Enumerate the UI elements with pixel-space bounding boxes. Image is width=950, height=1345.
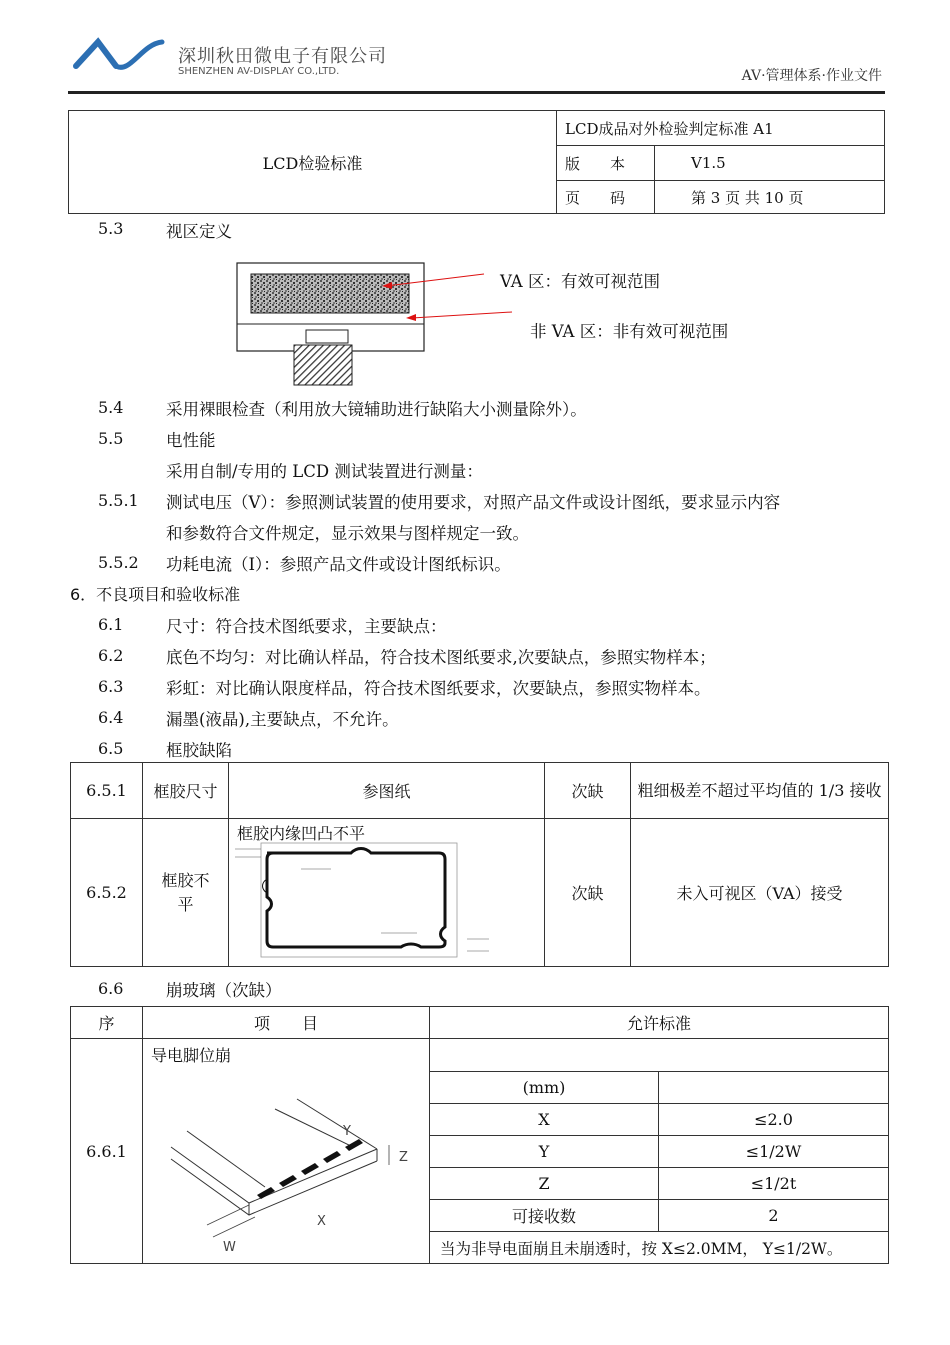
version-value: V1.5 [655,146,885,181]
section-text: 测试电压（V）：参照测试装置的使用要求，对照产品文件或设计图纸，要求显示内容 [166,493,781,512]
spec-value: 2 [659,1200,889,1232]
row-item: 框胶不平 [143,819,229,967]
section-text: 漏墨(液晶),主要缺点，不允许。 [166,710,399,729]
chapter-title: 6．不良项目和验收标准 [70,585,241,604]
doc-title: LCD检验标准 [69,111,557,214]
company-name-cn: 深圳秋田微电子有限公司 [178,46,387,67]
section-num: 6.3 [98,677,124,696]
table-row [71,763,889,819]
unit-cell: (mm) [430,1072,659,1104]
table-header-row [71,1007,889,1039]
spec-key: 可接收数 [430,1200,659,1232]
standard-name: LCD成品对外检验判定标准 A1 [557,111,885,146]
section-num: 5.4 [98,398,124,417]
doc-category: AV·管理体系·作业文件 [741,68,882,84]
row-criteria: 粗细极差不超过平均值的 1/3 接收 [631,763,889,819]
section-title: 崩玻璃（次缺） [166,981,282,1000]
section-text: 底色不均匀：对比确认样品，符合技术图纸要求,次要缺点，参照实物样本； [166,648,716,667]
section-num: 6.2 [98,646,124,665]
page-label: 页 码 [557,181,655,214]
spec-key: Z [430,1168,659,1200]
section-num: 5.3 [98,219,124,238]
page-value: 第 3 页 共 10 页 [655,181,885,214]
spec-key: X [430,1104,659,1136]
section-text: 彩虹：对比确认限度样品，符合技术图纸要求，次要缺点，参照实物样本。 [166,679,711,698]
company-logo [72,36,172,80]
non-va-label: 非 VA 区：非有效可视范围 [530,322,729,341]
section-title: 框胶缺陷 [166,741,232,760]
section-num: 5.5.2 [98,553,139,572]
version-label: 版 本 [557,146,655,181]
row-criteria: 未入可视区（VA）接受 [631,819,889,967]
note-cell: 当为非导电面崩且未崩透时，按 X≤2.0MM， Y≤1/2W。 [430,1232,889,1264]
company-name-en: SHENZHEN AV-DISPLAY CO.,LTD. [178,66,340,77]
svg-text:X: X [317,1214,326,1229]
row-no: 6.6.1 [71,1039,143,1264]
chip-diagram [167,1075,417,1255]
row-level: 次缺 [545,819,631,967]
section-num: 6.5 [98,739,124,758]
chip-diagram-cell [143,1039,430,1264]
section-text: 和参数符合文件规定，显示效果与图样规定一致。 [166,524,529,543]
section-title: 电性能 [166,431,216,450]
section-num: 5.5 [98,429,124,448]
svg-text:Z: Z [399,1150,408,1165]
header-item: 项 目 [143,1007,430,1039]
title-block [68,110,885,214]
spec-value: ≤1/2W [659,1136,889,1168]
row-item: 框胶尺寸 [143,763,229,819]
section-text: 采用自制/专用的 LCD 测试装置进行测量： [166,462,483,481]
diagram-caption: 框胶内缘凹凸不平 [237,824,366,843]
section-text: 功耗电流（I）：参照产品文件或设计图纸标识。 [166,555,511,574]
svg-text:W: W [223,1240,236,1255]
row-ref: 参图纸 [229,763,545,819]
row-no: 6.5.2 [71,819,143,967]
header-no: 序 [71,1007,143,1039]
section-title: 视区定义 [166,222,232,241]
section-num: 6.1 [98,615,124,634]
section-num: 6.4 [98,708,124,727]
va-label: VA 区：有效可视范围 [500,272,660,291]
glass-chip-table [70,1006,889,1264]
spec-value: ≤2.0 [659,1104,889,1136]
blank-cell [430,1039,889,1072]
header-std: 允许标准 [430,1007,889,1039]
svg-text:Y: Y [343,1124,351,1139]
spec-value: ≤1/2t [659,1168,889,1200]
spec-key: Y [430,1136,659,1168]
section-num: 6.6 [98,979,124,998]
blank-cell [659,1072,889,1104]
sealant-diagram-cell [229,819,545,967]
section-num: 5.5.1 [98,491,139,510]
section-text: 尺寸：符合技术图纸要求，主要缺点： [166,617,447,636]
section-text: 采用裸眼检查（利用放大镜辅助进行缺陷大小测量除外）。 [166,400,587,419]
row-no: 6.5.1 [71,763,143,819]
row-level: 次缺 [545,763,631,819]
table-row [71,1039,889,1072]
table-row [71,819,889,967]
header-rule [68,91,885,94]
sealant-diagram [231,839,491,963]
row-item: 导电脚位崩 [151,1046,232,1065]
sealant-defect-table [70,762,889,967]
